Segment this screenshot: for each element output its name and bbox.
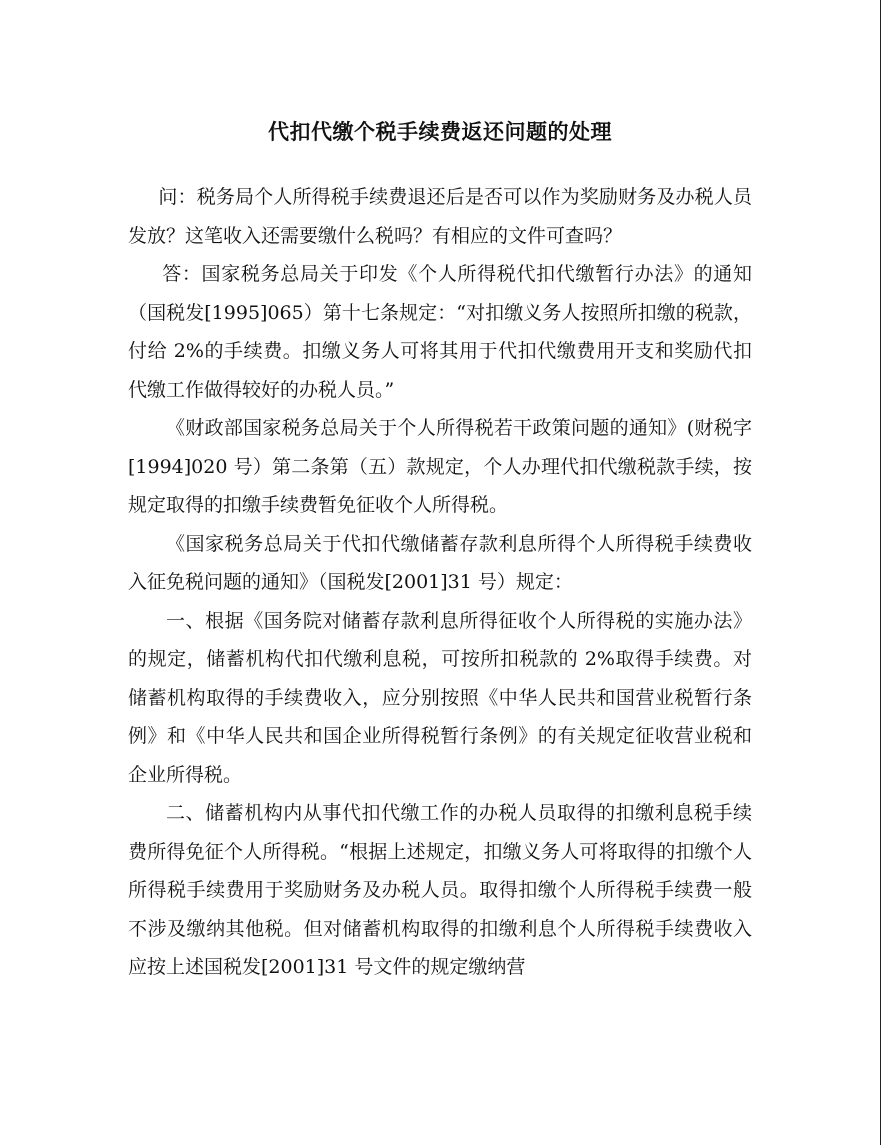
- document-title: 代扣代缴个税手续费返还问题的处理: [268, 119, 612, 144]
- body-paragraph: 《国家税务总局关于代扣代缴储蓄存款利息所得个人所得税手续费收入征免税问题的通知》（国税发[2001]31 号）规定：: [128, 532, 752, 593]
- page-edge-rule: [880, 0, 881, 1145]
- answer-paragraph: 答：国家税务总局关于印发《个人所得税代扣代缴暂行办法》的通知（国税发[1995]065）第十七条规定：“对扣缴义务人按照所扣缴的税款，付给 2%的手续费。扣缴义务人可将其用于代扣代缴费用开支和奖励代扣代缴工作做得较好的办税人员。”: [128, 263, 752, 401]
- document-body: [128, 178, 752, 987]
- body-paragraph: 二、储蓄机构内从事代扣代缴工作的办税人员取得的扣缴利息税手续费所得免征个人所得税。“根据上述规定，扣缴义务人可将取得的扣缴个人所得税手续费用于奖励财务及办税人员。取得扣缴个人所得税手续费一般不涉及缴纳其他税。但对储蓄机构取得的扣缴利息个人所得税手续费收入应按上述国税发[2001]31 号文件的规定缴纳营: [128, 802, 752, 978]
- body-paragraph: 一、根据《国务院对储蓄存款利息所得征收个人所得税的实施办法》的规定，储蓄机构代扣代缴利息税，可按所扣税款的 2%取得手续费。对储蓄机构取得的手续费收入，应分别按照《中华人民共和国营业税暂行条例》和《中华人民共和国企业所得税暂行条例》的有关规定征收营业税和企业所得税。: [128, 609, 752, 786]
- body-paragraph: 《财政部国家税务总局关于个人所得税若干政策问题的通知》(财税字[1994]020 号）第二条第（五）款规定，个人办理代扣代缴税款手续，按规定取得的扣缴手续费暂免征收个人所得税。: [128, 417, 752, 516]
- question-paragraph: 问：税务局个人所得税手续费退还后是否可以作为奖励财务及办税人员发放？这笔收入还需要缴什么税吗？有相应的文件可查吗？: [128, 186, 752, 247]
